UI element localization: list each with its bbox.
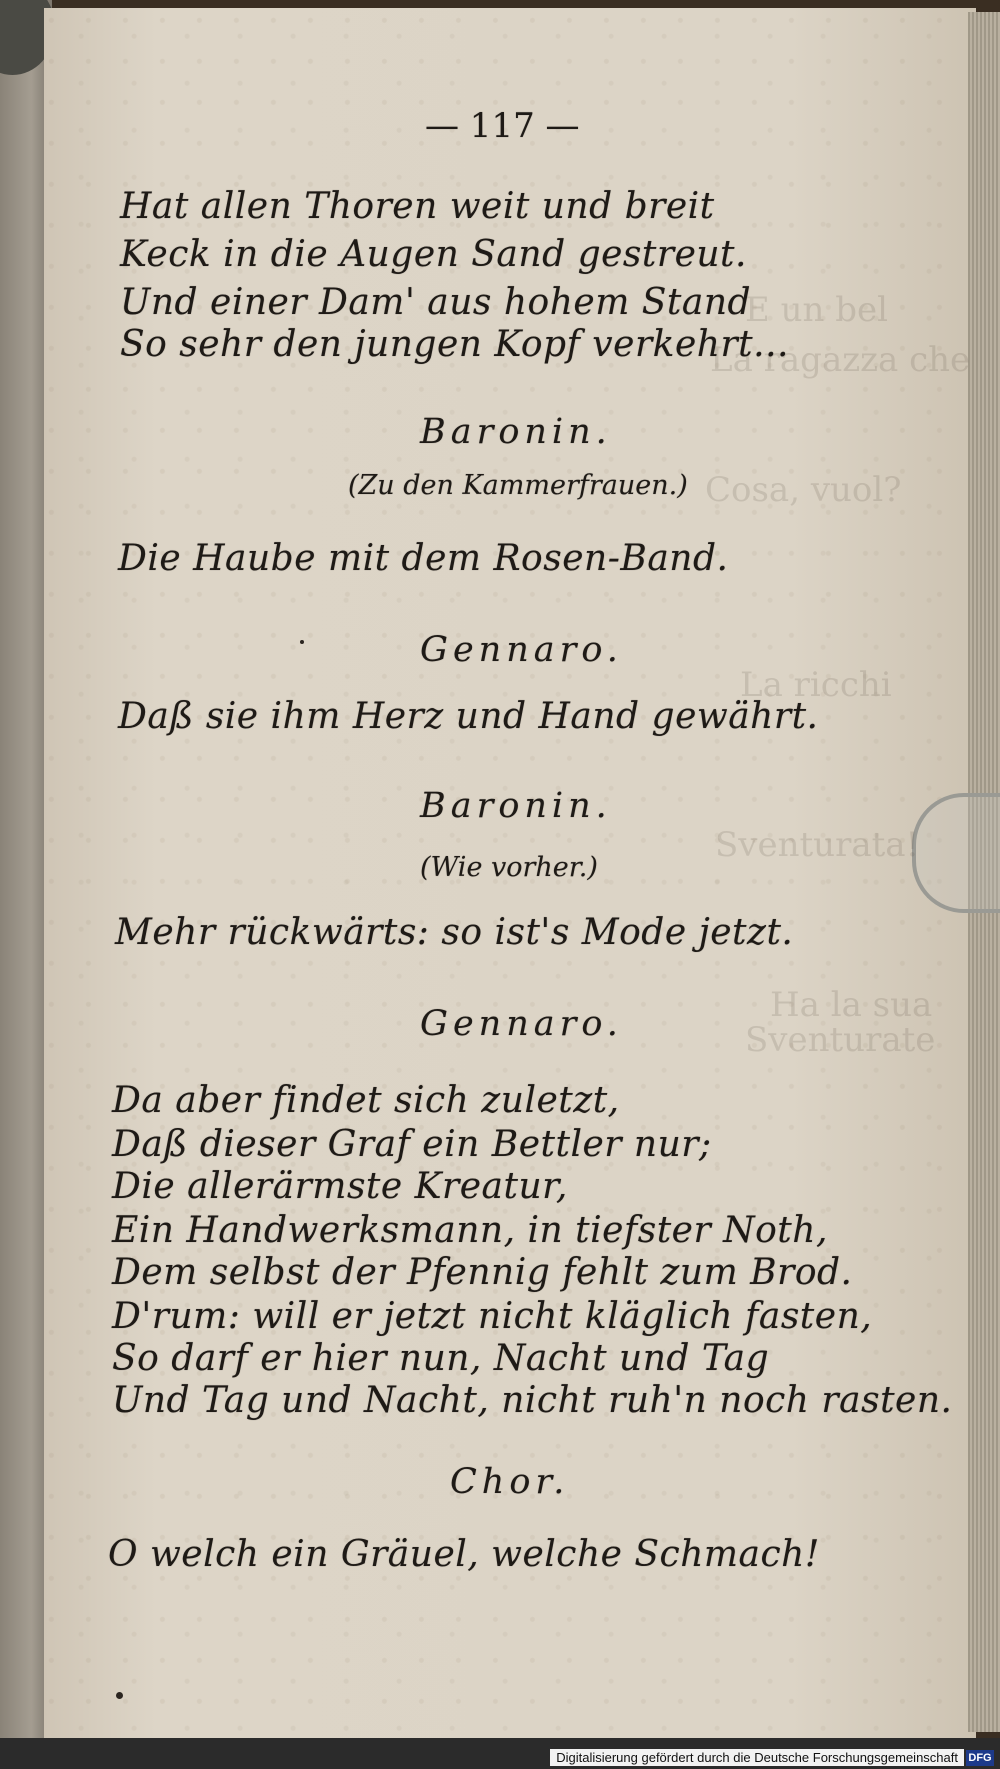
- verse-line: Und Tag und Nacht, nicht ruh'n noch rasten.: [112, 1380, 953, 1421]
- stage-direction: (Zu den Kammerfrauen.): [348, 470, 688, 501]
- speaker-name: Gennaro.: [420, 630, 623, 670]
- dfg-logo: DFG: [966, 1750, 994, 1766]
- verse-line: Und einer Dam' aus hohem Stand: [120, 282, 752, 323]
- bleed-through-text: La ricchi: [740, 665, 892, 705]
- verse-line: Dem selbst der Pfennig fehlt zum Brod.: [112, 1252, 853, 1293]
- verse-line: Mehr rückwärts: so ist's Mode jetzt.: [115, 912, 794, 953]
- verse-line: Hat allen Thoren weit und breit: [120, 186, 715, 227]
- verse-line: Keck in die Augen Sand gestreut.: [120, 234, 747, 275]
- ink-speck: [116, 1692, 123, 1699]
- bleed-through-text: Ha la sua: [770, 985, 933, 1025]
- verse-line: Daß sie ihm Herz und Hand gewährt.: [118, 696, 819, 737]
- speaker-name: Gennaro.: [420, 1004, 623, 1044]
- verse-line: So sehr den jungen Kopf verkehrt...: [120, 324, 789, 365]
- digitization-credit: Digitalisierung gefördert durch die Deutsche Forschungsgemeinschaft: [550, 1749, 964, 1766]
- bleed-through-text: La ragazza che: [710, 340, 971, 380]
- verse-line: O welch ein Gräuel, welche Schmach!: [108, 1534, 820, 1575]
- verse-line: Ein Handwerksmann, in tiefster Noth,: [112, 1210, 828, 1251]
- stage-direction: (Wie vorher.): [420, 852, 598, 883]
- bleed-through-text: Sventurata!: [715, 825, 920, 865]
- bleed-through-text: E un bel: [745, 290, 888, 330]
- ink-speck: [300, 640, 304, 644]
- verse-line: Daß dieser Graf ein Bettler nur;: [112, 1124, 712, 1165]
- verse-line: Da aber findet sich zuletzt,: [112, 1080, 620, 1121]
- verse-line: So darf er hier nun, Nacht und Tag: [112, 1338, 770, 1379]
- page-number: — 117 —: [425, 106, 580, 146]
- verse-line: Die Haube mit dem Rosen-Band.: [118, 538, 729, 579]
- bleed-through-text: Cosa, vuol?: [705, 470, 902, 510]
- speaker-name: Baronin.: [420, 786, 612, 826]
- page-clip: [912, 793, 1000, 913]
- verse-line: Die allerärmste Kreatur,: [112, 1166, 568, 1207]
- speaker-name: Baronin.: [420, 412, 612, 452]
- footer-band: [0, 1738, 1000, 1769]
- verse-line: D'rum: will er jetzt nicht kläglich fasten,: [112, 1296, 873, 1337]
- bleed-through-text: Sventurate: [745, 1020, 936, 1060]
- speaker-name: Chor.: [450, 1462, 570, 1502]
